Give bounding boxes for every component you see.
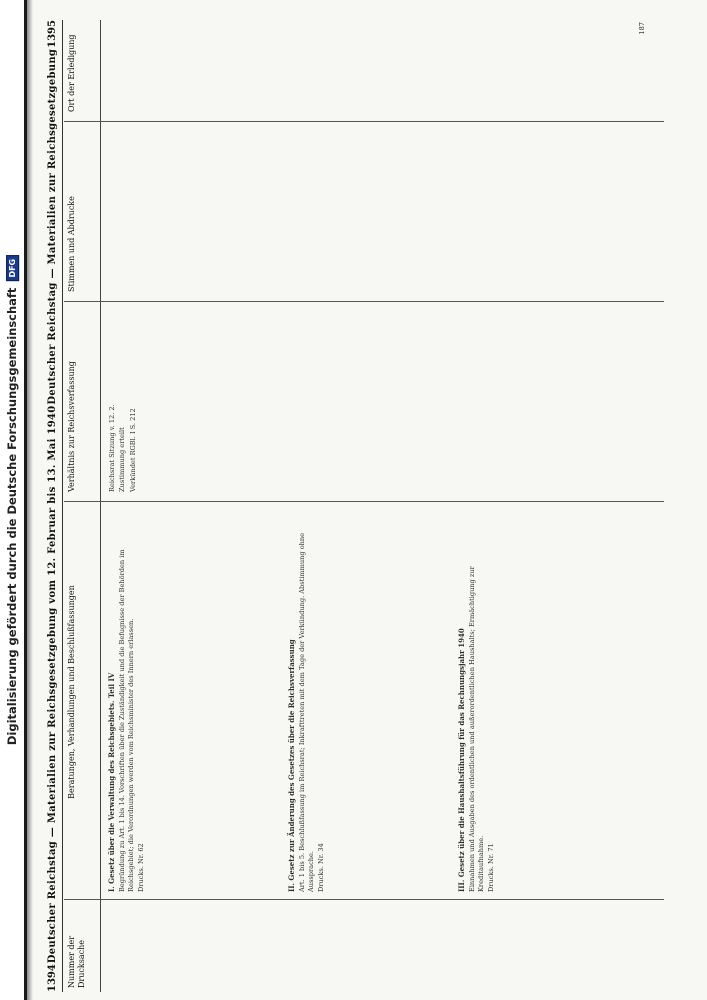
column-rule	[64, 501, 664, 502]
section-reference: Drucks. Nr. 34	[316, 843, 325, 892]
section-heading: III. Gesetz über die Haushaltsführung für das Rechnungsjahr 1940	[457, 628, 466, 892]
column-header-4: Stimmen und Abdrucke	[67, 196, 76, 292]
section-heading: I. Gesetz über die Verwaltung des Reichsgebiets. Teil IV	[107, 672, 116, 892]
column-header-2: Beratungen, Verhandlungen und Beschlußfassungen	[67, 585, 76, 799]
section-reference: Drucks. Nr. 71	[486, 843, 495, 892]
footer-text: Digitalisierung gefördert durch die Deutsche Forschungsgemeinschaft	[5, 287, 20, 746]
dfg-logo-icon: DFG	[6, 255, 19, 282]
rotated-page-wrapper	[38, 20, 690, 992]
section-body: Begründung zu Art. 1 bis 14. Vorschriften über die Zuständigkeit und die Befugnisse der Behörden im Reichsgebiet; die Verordnungen werden vom Reichsminister des Innern erlassen.	[118, 549, 135, 892]
section-heading: II. Gesetz zur Änderung des Gesetzes über die Reichsverfassung	[287, 639, 296, 892]
right-page-number: 1395	[46, 20, 58, 48]
column-rule	[64, 899, 664, 900]
section-body: Art. 1 bis 5. Beschlußfassung im Reichsrat; Inkrafttreten mit dem Tage der Verkündung. Abstimmung ohne Aussprache.	[298, 532, 315, 892]
section-2	[288, 512, 327, 892]
bottom-page-number: 187	[638, 22, 646, 35]
margin-note: Zustimmung erteilt	[118, 427, 127, 492]
margin-note: Verkündet RGBl. I S. 212	[128, 408, 137, 492]
column-header-1: Nummer der Drucksache	[67, 935, 86, 988]
section-body: Einnahmen und Ausgaben des ordentlichen und außerordentlichen Haushalts; Ermächtigung zur Kreditaufnahme.	[468, 566, 485, 892]
section-1	[108, 512, 147, 892]
column-rule	[64, 301, 664, 302]
rotated-page-content	[38, 20, 690, 992]
section-3	[458, 512, 497, 892]
column-rule	[64, 121, 664, 122]
column-header-3: Verhältnis zur Reichsverfassung	[67, 361, 76, 492]
margin-note: Reichsrat Sitzung v. 12. 2.	[108, 404, 116, 492]
margin-notes	[108, 312, 139, 492]
running-header	[44, 20, 63, 992]
left-page-number: 1394	[46, 964, 58, 992]
scan-shadow	[27, 0, 33, 1000]
left-running-title: Deutscher Reichstag — Materialien zur Reichsgesetzgebung vom 12. Februar bis 13. Mai 1940	[46, 405, 58, 964]
section-reference: Drucks. Nr. 62	[136, 843, 145, 892]
dfg-footer	[0, 0, 24, 1000]
column-headers	[64, 20, 101, 992]
column-header-5: Ort der Erledigung	[67, 34, 76, 112]
right-running-title: Deutscher Reichstag — Materialien zur Reichsgesetzgebung	[46, 48, 58, 405]
